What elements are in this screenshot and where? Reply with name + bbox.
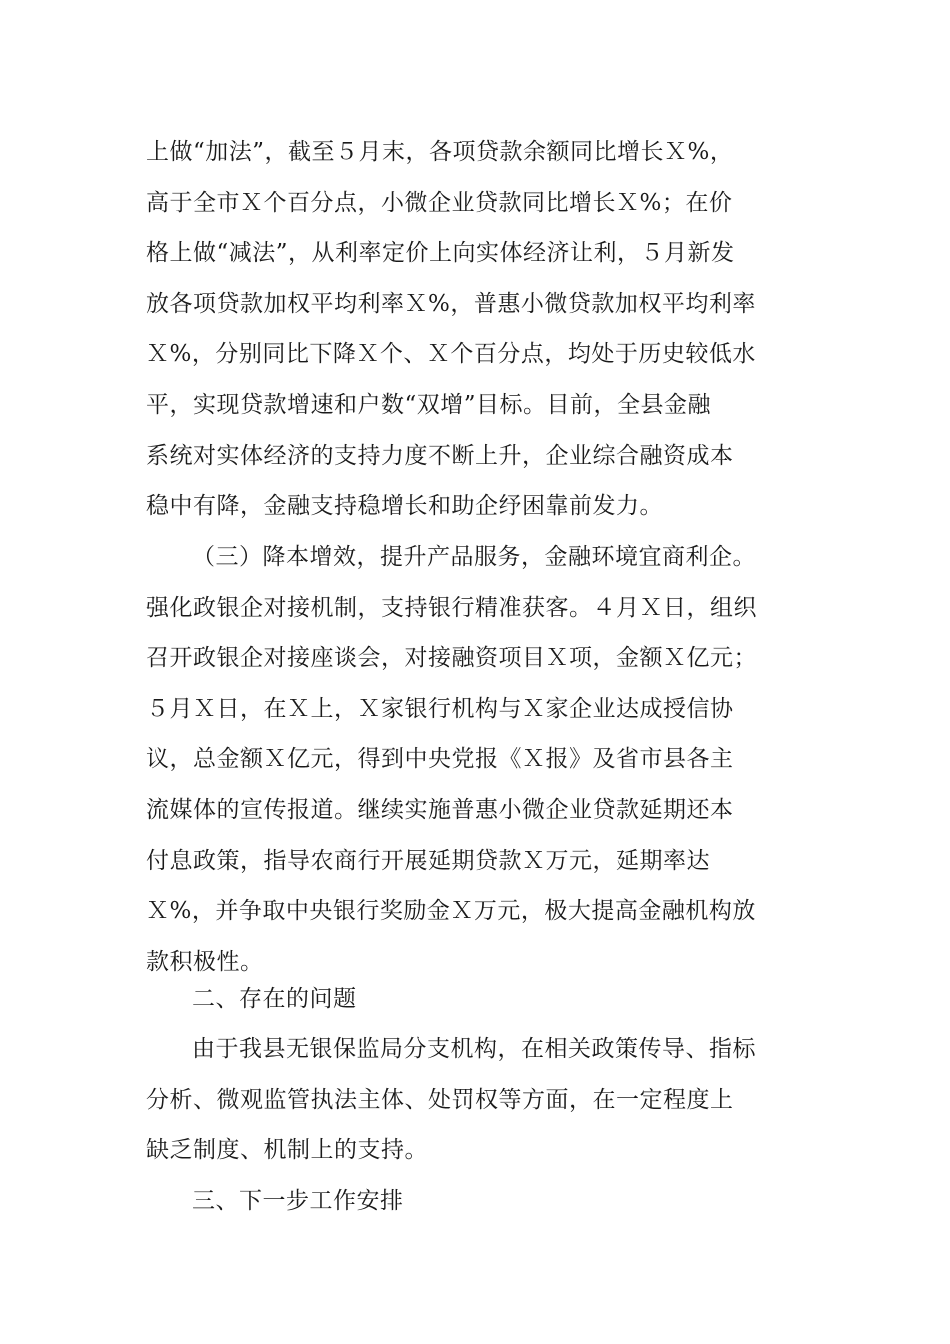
- text-line: 系统对实体经济的支持力度不断上升，企业综合融资成本: [146, 442, 734, 469]
- text-line: 上做“加法”，截至５月末，各项贷款余额同比增长Ｘ%，: [146, 139, 734, 165]
- text-line: 稳中有降，金融支持稳增长和助企纾困靠前发力。: [146, 493, 663, 520]
- paragraph-problems: [146, 1024, 826, 1176]
- text-line: 分析、微观监管执法主体、处罚权等方面，在一定程度上: [146, 1086, 734, 1113]
- heading-problems: [146, 974, 826, 1025]
- paragraph-section-three: [146, 532, 826, 987]
- heading-line: 三、下一步工作安排: [192, 1188, 404, 1214]
- section-heading-line: （三）降本增效，提升产品服务，金融环境宜商利企。: [192, 544, 756, 570]
- text-line: 议，总金额Ｘ亿元，得到中央党报《Ｘ报》及省市县各主: [146, 746, 734, 773]
- heading-next-steps: [146, 1176, 826, 1227]
- paragraph-loan-growth: [146, 127, 826, 532]
- text-line: 召开政银企对接座谈会，对接融资项目Ｘ项，金额Ｘ亿元；: [146, 645, 757, 672]
- text-line: 放各项贷款加权平均利率Ｘ%，普惠小微贷款加权平均利率: [146, 290, 756, 317]
- text-line: Ｘ%，分别同比下降Ｘ个、Ｘ个百分点，均处于历史较低水: [146, 341, 756, 368]
- text-line: 付息政策，指导农商行开展延期贷款Ｘ万元，延期率达: [146, 847, 710, 874]
- text-line: 款积极性。: [146, 948, 264, 975]
- text-line: ５月Ｘ日，在Ｘ上，Ｘ家银行机构与Ｘ家企业达成授信协: [146, 695, 734, 722]
- text-line: 平，实现贷款增速和户数“双增”目标。目前，全县金融: [146, 391, 712, 418]
- text-line: 由于我县无银保监局分支机构，在相关政策传导、指标: [192, 1036, 756, 1062]
- heading-line: 二、存在的问题: [192, 986, 357, 1012]
- text-line: 高于全市Ｘ个百分点，小微企业贷款同比增长Ｘ%；在价: [146, 189, 733, 216]
- text-line: 流媒体的宣传报道。继续实施普惠小微企业贷款延期还本: [146, 796, 734, 823]
- text-line: Ｘ%，并争取中央银行奖励金Ｘ万元，极大提高金融机构放: [146, 898, 756, 925]
- text-line: 缺乏制度、机制上的支持。: [146, 1137, 428, 1164]
- text-line: 格上做“减法”，从利率定价上向实体经济让利，５月新发: [146, 240, 735, 267]
- text-line: 强化政银企对接机制，支持银行精准获客。４月Ｘ日，组织: [146, 594, 757, 621]
